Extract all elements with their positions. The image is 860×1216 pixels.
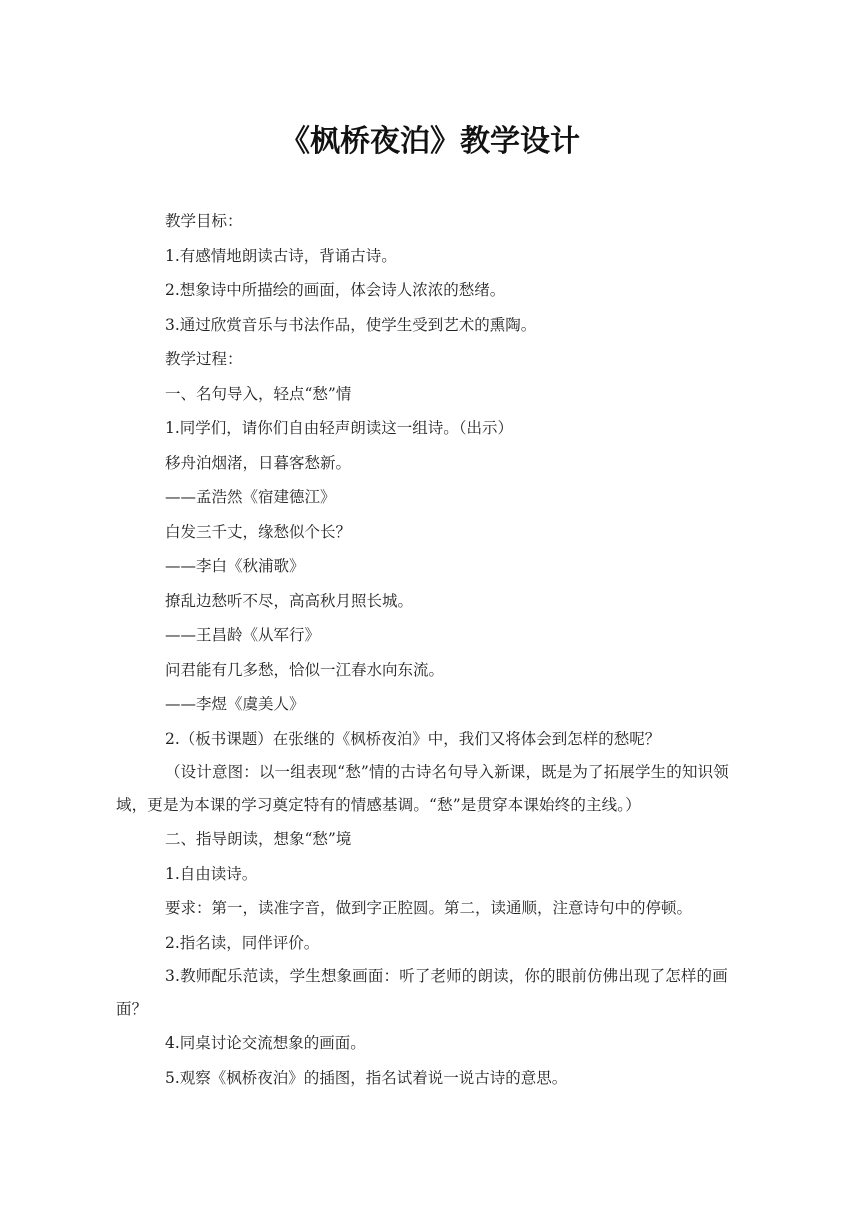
paragraph-step-2-1: 1.自由读诗。 [165,864,258,883]
document-body [116,204,738,1095]
paragraph-goal-1: 1.有感情地朗读古诗，背诵古诗。 [165,246,397,265]
document-title: 《枫桥夜泊》教学设计 [280,124,580,159]
paragraph-poem-line-2: 白发三千丈，缘愁似个长？ [165,522,352,541]
paragraph-section-2-heading: 二、指导朗读，想象“愁”境 [165,830,352,848]
paragraph-step-1-2: 2.（板书课题）在张继的《枫桥夜泊》中，我们又将体会到怎样的愁呢？ [165,729,661,748]
paragraph-poem-line-1: 移舟泊烟渚，日暮客愁新。 [165,453,352,472]
paragraph-goal-3: 3.通过欣赏音乐与书法作品，使学生受到艺术的熏陶。 [165,315,537,334]
paragraph-poem-line-3: 撩乱边愁听不尽，高高秋月照长城。 [165,591,414,610]
paragraph-step-2-3: 3.教师配乐范读，学生想象画面：听了老师的朗读，你的眼前仿佛出现了怎样的画面？ [116,967,728,1018]
paragraph-poem-source-1: ——孟浩然《宿建德江》 [165,488,336,506]
paragraph-step-1-1: 1.同学们，请你们自由轻声朗读这一组诗。（出示） [165,419,514,437]
paragraph-design-intent: （设计意图：以一组表现“愁”情的古诗名句导入新课，既是为了拓展学生的知识领域，更是为本课的学习奠定特有的情感基调。“愁”是贯穿本课始终的主线。） [116,763,729,814]
paragraph-goal-2: 2.想象诗中所描绘的画面，体会诗人浓浓的愁绪。 [165,281,506,299]
paragraph-poem-line-4: 问君能有几多愁，恰似一江春水向东流。 [165,660,445,679]
paragraph-poem-source-2: ——李白《秋浦歌》 [165,557,305,575]
paragraph-step-2-2: 2.指名读，同伴评价。 [165,933,320,952]
paragraph-step-2-4: 4.同桌讨论交流想象的画面。 [165,1034,366,1052]
paragraph-teaching-goals-heading: 教学目标： [165,212,243,230]
paragraph-step-2-5: 5.观察《枫桥夜泊》的插图，指名试着说一说古诗的意思。 [165,1068,568,1087]
paragraph-teaching-process-heading: 教学过程： [165,350,243,368]
paragraph-requirements: 要求：第一，读准字音，做到字正腔圆。第二，读通顺，注意诗句中的停顿。 [165,899,693,917]
paragraph-poem-source-3: ——王昌龄《从军行》 [165,626,321,644]
paragraph-poem-source-4: ——李煜《虞美人》 [165,695,305,713]
paragraph-section-1-heading: 一、名句导入，轻点“愁”情 [165,384,352,403]
